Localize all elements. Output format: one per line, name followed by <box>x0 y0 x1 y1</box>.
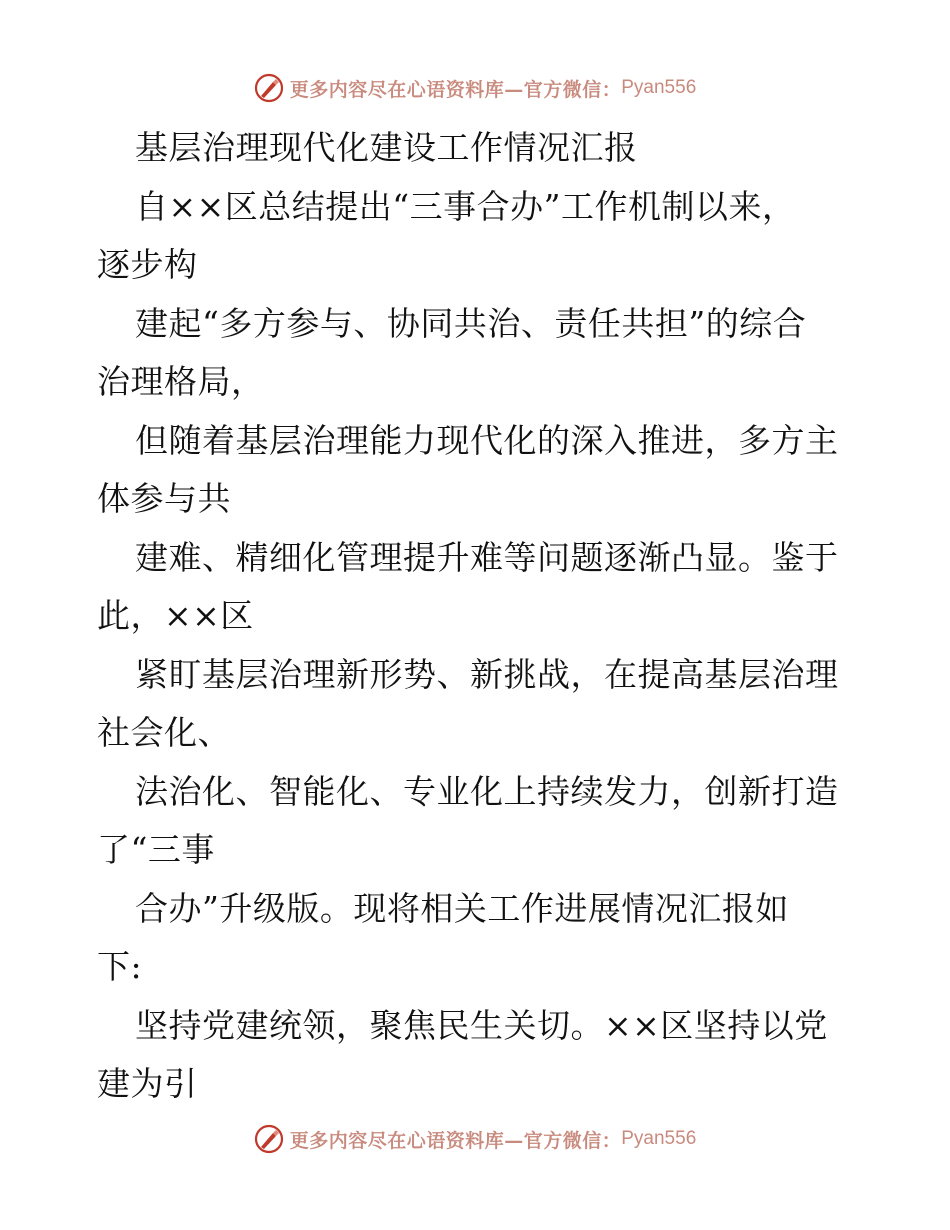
watermark-wechat-id: Pyan556 <box>621 1128 697 1149</box>
text-line: 法治化、智能化、专业化上持续发力，创新打造 <box>135 771 839 811</box>
text-line: 紧盯基层治理新形势、新挑战，在提高基层治理 <box>135 654 839 694</box>
text-line: 此，××区 <box>97 596 254 635</box>
text-line: 建为引 <box>97 1064 198 1103</box>
text-line: 但随着基层治理能力现代化的深入推进，多方主 <box>135 420 839 460</box>
text-line: 自××区总结提出“三事合办”工作机制以来， <box>135 186 796 226</box>
text-line: 下: <box>97 947 143 986</box>
header-watermark <box>0 68 950 108</box>
text-line: 了“三事 <box>97 830 215 869</box>
document-title: 基层治理现代化建设工作情况汇报 <box>135 128 638 167</box>
pen-logo-icon <box>254 73 284 103</box>
text-line: 坚持党建统领，聚焦民生关切。××区坚持以党 <box>135 1005 828 1045</box>
text-line: 建难、精细化管理提升难等问题逐渐凸显。鉴于 <box>135 537 839 577</box>
text-line: 合办”升级版。现将相关工作进展情况汇报如 <box>135 888 789 928</box>
watermark-text: 更多内容尽在心语资料库—官方微信： <box>289 78 622 101</box>
text-line: 治理格局， <box>97 362 265 401</box>
text-line: 建起“多方参与、协同共治、责任共担”的综合 <box>135 303 807 343</box>
pen-logo-icon <box>254 1124 284 1154</box>
text-line: 社会化、 <box>97 713 231 752</box>
watermark-wechat-id: Pyan556 <box>621 77 697 98</box>
watermark-text: 更多内容尽在心语资料库—官方微信： <box>289 1129 622 1152</box>
document-body <box>97 119 857 1114</box>
text-line: 逐步构 <box>97 245 198 284</box>
text-line: 体参与共 <box>97 479 231 518</box>
footer-watermark <box>0 1119 950 1159</box>
